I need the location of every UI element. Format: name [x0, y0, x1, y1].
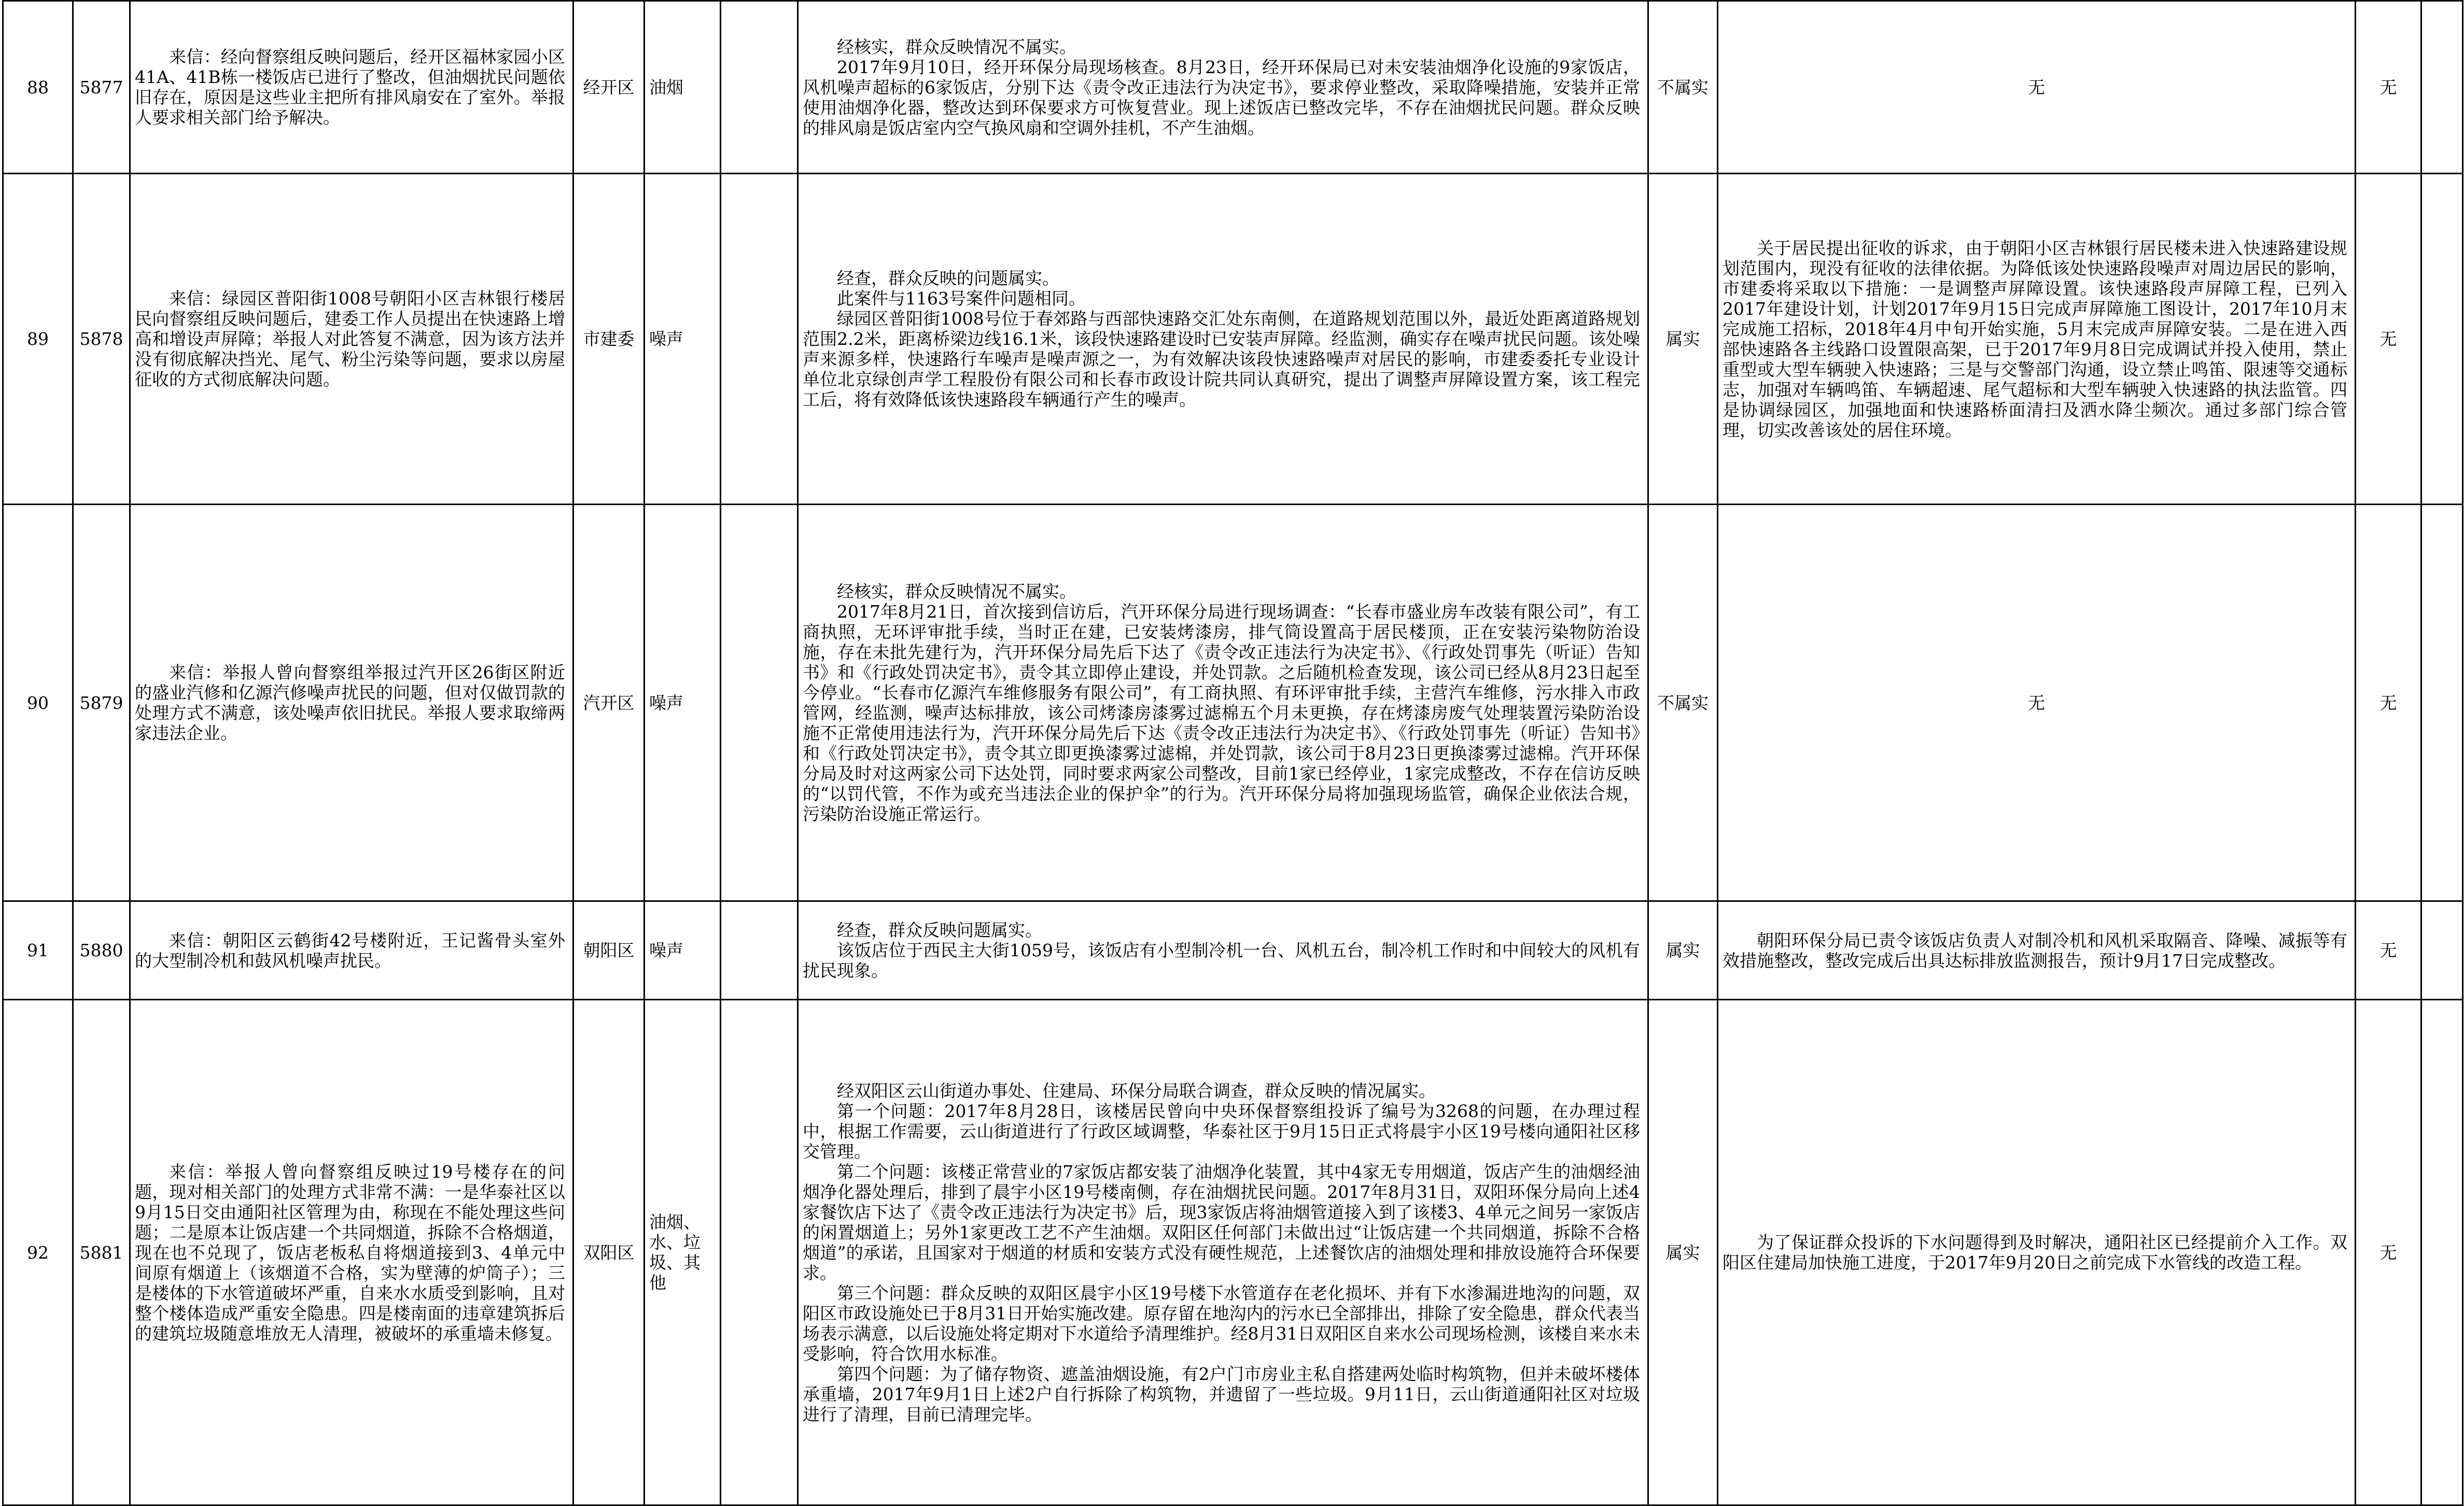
complaint-text: 来信：绿园区普阳街1008号朝阳小区吉林银行楼居民向督察组反映问题后，建委工作人员提出在快速路上增高和增设声屏障；举报人对此答复不满意，因为该方法并没有彻底解决挡光、尾气、粉尘污染等问题，要求以房屋征收的方式彻底解决问题。: [135, 288, 565, 389]
investigation-cell: [798, 505, 1648, 901]
blank-cell: [721, 1000, 798, 1505]
issue-type-cell: 油烟: [645, 1, 721, 174]
district-cell: 经开区: [573, 1, 645, 174]
complaint-cell: [130, 505, 573, 901]
investigation-cell: [798, 1000, 1648, 1505]
case-id: 5881: [73, 1000, 130, 1505]
investigation-paragraph: 2017年9月10日，经开环保分局现场核查。8月23日，经开环保局已对未安装油烟净化设施的9家饭店，风机噪声超标的6家饭店，分别下达《责令改正违法行为决定书》，要求停业整改，采取降噪措施，安装并正常使用油烟净化器，整改达到环保要求方可恢复营业。现上述饭店已整改完毕，不存在油烟扰民问题。群众反映的排风扇是饭店室内空气换风扇和空调外挂机，不产生油烟。: [803, 57, 1640, 138]
petition-table: [2, 0, 2463, 1506]
blank-cell: [721, 174, 798, 505]
district-cell: 市建委: [573, 174, 645, 505]
investigation-paragraph: 2017年8月21日，首次接到信访后，汽开环保分局进行现场调查：“长春市盛业房车改装有限公司”，有工商执照，无环评审批手续，当时正在建，已安装烤漆房，排气筒设置高于居民楼顶，正在安装污染物防治设施，存在未批先建行为，汽开环保分局先后下达了《责令改正违法行为决定书》、《行政处罚事先（听证）告知书》和《行政处罚决定书》，责令其立即停止建设，并处罚款。之后随机检查发现，该公司已经从8月23日起至今停业。“长春市亿源汽车维修服务有限公司”，有工商执照、有环评审批手续，主营汽车维修，污水排入市政管网，经监测，噪声达标排放，该公司烤漆房漆雾过滤棉五个月未更换，存在烤漆房废气处理装置污染防治设施不正常使用违法行为，汽开环保分局先后下达《责令改正违法行为决定书》、《行政处罚事先（听证）告知书》和《行政处罚决定书》，责令其立即更换漆雾过滤棉，并处罚款，该公司于8月23日更换漆雾过滤棉。汽开环保分局及时对这两家公司下达处罚，同时要求两家公司整改，目前1家已经停业，1家完成整改，不存在信访反映的“以罚代管，不作为或充当违法企业的保护伞”的行为。汽开环保分局将加强现场监管，确保企业依法合规，污染防治设施正常运行。: [803, 602, 1640, 824]
blank-cell: [721, 505, 798, 901]
complaint-text: 来信：举报人曾向督察组反映过19号楼存在的问题，现对相关部门的处理方式非常不满：一是华泰社区以9月15日交由通阳社区管理为由，称现在不能处理这些问题；二是原本让饭店建一个共同烟道，拆除不合格烟道，现在也不兑现了，饭店老板私自将烟道接到3、4单元中间原有烟道上（该烟道不合格，实为壁薄的炉筒子）；三是楼体的下水管道破坏严重，自来水水质受到影响，且对整个楼体造成严重安全隐患。四是楼南面的违章建筑拆后的建筑垃圾随意堆放无人清理，被破坏的承重墙未修复。: [135, 1161, 565, 1344]
row-number: 91: [3, 901, 73, 1000]
investigation-paragraph: 经查，群众反映的问题属实。: [837, 268, 1059, 288]
accountability-cell: 无: [2356, 505, 2421, 901]
handling-cell: [1718, 1, 2356, 174]
investigation-cell: [798, 901, 1648, 1000]
handling-cell: [1718, 505, 2356, 901]
note-cell: [2421, 174, 2463, 505]
district-cell: 汽开区: [573, 505, 645, 901]
handling-cell: [1718, 1000, 2356, 1505]
complaint-text: 来信：举报人曾向督察组举报过汽开区26街区附近的盛业汽修和亿源汽修噪声扰民的问题，但对仅做罚款的处理方式不满意，该处噪声依旧扰民。举报人要求取缔两家违法企业。: [135, 662, 565, 743]
row-number: 92: [3, 1000, 73, 1505]
handling-text: 无: [2028, 77, 2045, 97]
investigation-paragraph: 第一个问题：2017年8月28日，该楼居民曾向中央环保督察组投诉了编号为3268的问题，在办理过程中，根据工作需要，云山街道进行了行政区域调整，华泰社区于9月15日正式将晨宇小区19号楼向通阳社区移交管理。: [803, 1100, 1640, 1162]
verdict-cell: 属实: [1648, 1000, 1718, 1505]
handling-text: 关于居民提出征收的诉求，由于朝阳小区吉林银行居民楼未进入快速路建设规划范围内，现没有征收的法律依据。为降低该处快速路段噪声对周边居民的影响，市建委将采取以下措施：一是调整声屏障设置。该快速路段声屏障工程，已列入2017年建设计划，计划2017年9月15日完成声屏障施工图设计，2017年10月末完成施工招标，2018年4月中旬开始实施，5月末完成声屏障安装。二是在进入西部快速路各主线路口设置限高架，已于2017年9月8日完成调试并投入使用，禁止重型或大型车辆驶入快速路；三是与交警部门沟通，设立禁止鸣笛、限速等交通标志，加强对车辆鸣笛、车辆超速、尾气超标和大型车辆驶入快速路的执法监管。四是协调绿园区，加强地面和快速路桥面清扫及洒水降尘频次。通过多部门综合管理，切实改善该处的居住环境。: [1723, 238, 2347, 440]
blank-cell: [721, 1, 798, 174]
investigation-paragraph: 绿园区普阳街1008号位于春郊路与西部快速路交汇处东南侧，在道路规划范围以外，最近处距离道路规划范围2.2米，距离桥梁边线16.1米，该段快速路建设时已安装声屏障。经监测，确实存在噪声扰民问题。该处噪声来源多样，快速路行车噪声是噪声源之一，为有效解决该段快速路噪声对居民的影响，市建委委托专业设计单位北京绿创声学工程股份有限公司和长春市政设计院共同认真研究，提出了调整声屏障设置方案，该工程完工后，将有效降低该快速路段车辆通行产生的噪声。: [803, 309, 1640, 410]
issue-type-cell: 噪声: [645, 505, 721, 901]
investigation-cell: [798, 174, 1648, 505]
complaint-cell: [130, 1000, 573, 1505]
handling-cell: [1718, 901, 2356, 1000]
verdict-cell: 属实: [1648, 901, 1718, 1000]
handling-cell: [1718, 174, 2356, 505]
blank-cell: [721, 901, 798, 1000]
note-cell: [2421, 1000, 2463, 1505]
investigation-paragraph: 经双阳区云山街道办事处、住建局、环保分局联合调查，群众反映的情况属实。: [837, 1080, 1436, 1101]
note-cell: [2421, 901, 2463, 1000]
investigation-paragraph: 第二个问题：该楼正常营业的7家饭店都安装了油烟净化装置，其中4家无专用烟道，饭店产生的油烟经油烟净化器处理后，排到了晨宇小区19号楼南侧，存在油烟扰民问题。2017年8月31日，双阳环保分局向上述4家餐饮店下达了《责令改正违法行为决定书》后，现3家饭店将油烟管道接入到了该楼3、4单元之间另一家饭店的闲置烟道上；另外1家更改工艺不产生油烟。双阳区任何部门未做出过“让饭店建一个共同烟道，拆除不合格烟道”的承诺，且国家对于烟道的材质和安装方式没有硬性规范，上述餐饮店的油烟处理和排放设施符合环保要求。: [803, 1161, 1640, 1283]
table-row: [3, 1000, 2463, 1505]
investigation-paragraph: 经查，群众反映问题属实。: [837, 920, 1042, 940]
issue-type-cell: 噪声: [645, 174, 721, 505]
accountability-cell: 无: [2356, 901, 2421, 1000]
note-cell: [2421, 1, 2463, 174]
verdict-cell: 不属实: [1648, 1, 1718, 174]
table-row: [3, 1, 2463, 174]
accountability-cell: 无: [2356, 1, 2421, 174]
issue-type-cell: 噪声: [645, 901, 721, 1000]
complaint-cell: [130, 901, 573, 1000]
case-id: 5880: [73, 901, 130, 1000]
complaint-cell: [130, 174, 573, 505]
investigation-cell: [798, 1, 1648, 174]
handling-text: 朝阳环保分局已责令该饭店负责人对制冷机和风机采取隔音、降噪、减振等有效措施整改，整改完成后出具达标排放监测报告，预计9月17日完成整改。: [1723, 930, 2347, 971]
verdict-cell: 属实: [1648, 174, 1718, 505]
verdict-cell: 不属实: [1648, 505, 1718, 901]
accountability-cell: 无: [2356, 174, 2421, 505]
row-number: 89: [3, 174, 73, 505]
case-id: 5877: [73, 1, 130, 174]
investigation-paragraph: 第三个问题：群众反映的双阳区晨宇小区19号楼下水管道存在老化损坏、并有下水渗漏进地沟的问题，双阳区市政设施处已于8月31日开始实施改建。原存留在地沟内的污水已全部排出，排除了安全隐患，群众代表当场表示满意，以后设施处将定期对下水道给予清理维护。经8月31日双阳区自来水公司现场检测，该楼自来水未受影响，符合饮用水标准。: [803, 1282, 1640, 1364]
row-number: 88: [3, 1, 73, 174]
district-cell: 朝阳区: [573, 901, 645, 1000]
table-row: [3, 901, 2463, 1000]
handling-text: 为了保证群众投诉的下水问题得到及时解决，通阳社区已经提前介入工作。双阳区住建局加快施工进度，于2017年9月20日之前完成下水管线的改造工程。: [1723, 1232, 2347, 1273]
investigation-paragraph: 此案件与1163号案件问题相同。: [837, 288, 1086, 309]
accountability-cell: 无: [2356, 1000, 2421, 1505]
table-row: [3, 174, 2463, 505]
complaint-text: 来信：经向督察组反映问题后，经开区福林家园小区41A、41B栋一楼饭店已进行了整改，但油烟扰民问题依旧存在，原因是这些业主把所有排风扇安在了室外。举报人要求相关部门给予解决。: [135, 47, 565, 128]
investigation-paragraph: 该饭店位于西民主大街1059号，该饭店有小型制冷机一台、风机五台，制冷机工作时和中间较大的风机有扰民现象。: [803, 940, 1640, 981]
complaint-cell: [130, 1, 573, 174]
table-row: [3, 505, 2463, 901]
investigation-paragraph: 第四个问题：为了储存物资、遮盖油烟设施，有2户门市房业主私自搭建两处临时构筑物，但并未破坏楼体承重墙，2017年9月1日上述2户自行拆除了构筑物，并遗留了一些垃圾。9月11日，云山街道通阳社区对垃圾进行了清理，目前已清理完毕。: [803, 1363, 1640, 1425]
case-id: 5879: [73, 505, 130, 901]
issue-type-cell: 油烟、水、垃圾、其他: [645, 1000, 721, 1505]
row-number: 90: [3, 505, 73, 901]
note-cell: [2421, 505, 2463, 901]
investigation-paragraph: 经核实，群众反映情况不属实。: [837, 36, 1076, 57]
complaint-text: 来信：朝阳区云鹤街42号楼附近，王记酱骨头室外的大型制冷机和鼓风机噪声扰民。: [135, 930, 565, 971]
case-id: 5878: [73, 174, 130, 505]
district-cell: 双阳区: [573, 1000, 645, 1505]
investigation-paragraph: 经核实，群众反映情况不属实。: [837, 581, 1076, 602]
handling-text: 无: [2028, 692, 2045, 713]
